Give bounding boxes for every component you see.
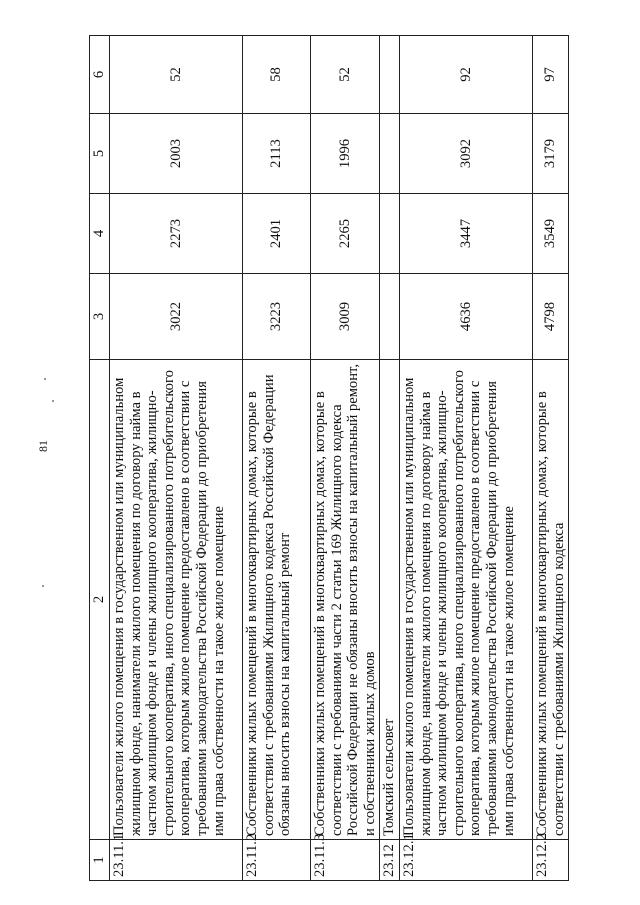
table-header-row (90, 36, 110, 881)
row-value-col5 (380, 114, 400, 194)
rotated-table-wrapper (89, 42, 601, 881)
row-value-col6: 58 (243, 36, 311, 114)
row-code: 23.12 (380, 840, 400, 881)
table-row (311, 36, 380, 881)
row-value-col3: 4636 (399, 274, 532, 360)
row-value-col3 (380, 274, 400, 360)
row-value-col4: 2265 (311, 194, 380, 274)
row-value-col6: 97 (532, 36, 568, 114)
page-number: 81 (36, 440, 50, 452)
scan-speck (42, 585, 44, 587)
table-row (532, 36, 568, 881)
table-section-row (380, 36, 400, 881)
row-value-col4: 2273 (110, 194, 243, 274)
row-value-col4: 3549 (532, 194, 568, 274)
row-value-col5: 1996 (311, 114, 380, 194)
row-description: Пользователи жилого помещения в государственном или муниципальном жилищном фонде, наниматели жилого помещения по договору найма в частном жилищном фонде и члены жилищного кооператива, жилищно-строительного кооператива, иного специализированного потребительского кооператива, которым жилое помещение предоставлено в соответствии с требованиями законодательства Российской Федерации до приобретения ими права собственности на такое жилое помещение (110, 360, 243, 840)
scan-speck (52, 400, 54, 402)
row-value-col6: 92 (399, 36, 532, 114)
row-value-col5: 2003 (110, 114, 243, 194)
row-description: Собственники жилых помещений в многоквартирных домах, которые в соответствии с требованиями Жилищного кодекса Российской Федерации обязаны вносить взносы на капитальный ремонт (243, 360, 311, 840)
tariff-table (89, 35, 569, 881)
row-code: 23.11.3 (311, 840, 380, 881)
table-row (399, 36, 532, 881)
header-cell-2: 2 (90, 360, 110, 840)
header-cell-3: 3 (90, 274, 110, 360)
header-cell-6: 6 (90, 36, 110, 114)
row-value-col5: 3179 (532, 114, 568, 194)
row-value-col6: 52 (311, 36, 380, 114)
row-description: Пользователи жилого помещения в государственном или муниципальном жилищном фонде, наниматели жилого помещения по договору найма в частном жилищном фонде и члены жилищного кооператива, жилищно-строительного кооператива, иного специализированного потребительского кооператива, которым жилое помещение предоставлено в соответствии с требованиями законодательства Российской Федерации до приобретения ими права собственности на такое жилое помещение (399, 360, 532, 840)
row-value-col4: 3447 (399, 194, 532, 274)
row-value-col6 (380, 36, 400, 114)
row-value-col6: 52 (110, 36, 243, 114)
row-code: 23.11.2 (243, 840, 311, 881)
row-value-col3: 4798 (532, 274, 568, 360)
table-row (243, 36, 311, 881)
row-code: 23.12.2 (532, 840, 568, 881)
header-cell-1: 1 (90, 840, 110, 881)
row-value-col5: 2113 (243, 114, 311, 194)
section-title: Томский сельсовет (380, 360, 400, 840)
row-description: Собственники жилых помещений в многоквартирных домах, которые в соответствии с требованиями Жилищного кодекса (532, 360, 568, 840)
row-value-col4 (380, 194, 400, 274)
row-value-col3: 3022 (110, 274, 243, 360)
row-code: 23.12.1 (399, 840, 532, 881)
scan-speck (44, 378, 46, 380)
row-description: Собственники жилых помещений в многоквартирных домах, которые в соответствии с требованиями части 2 статьи 169 Жилищного кодекса Российской Федерации не обязаны вносить взносы на капитальный ремонт, и собственники жилых домов (311, 360, 380, 840)
row-value-col4: 2401 (243, 194, 311, 274)
row-value-col3: 3009 (311, 274, 380, 360)
row-value-col5: 3092 (399, 114, 532, 194)
header-cell-5: 5 (90, 114, 110, 194)
table-row (110, 36, 243, 881)
row-code: 23.11.1 (110, 840, 243, 881)
header-cell-4: 4 (90, 194, 110, 274)
row-value-col3: 3223 (243, 274, 311, 360)
